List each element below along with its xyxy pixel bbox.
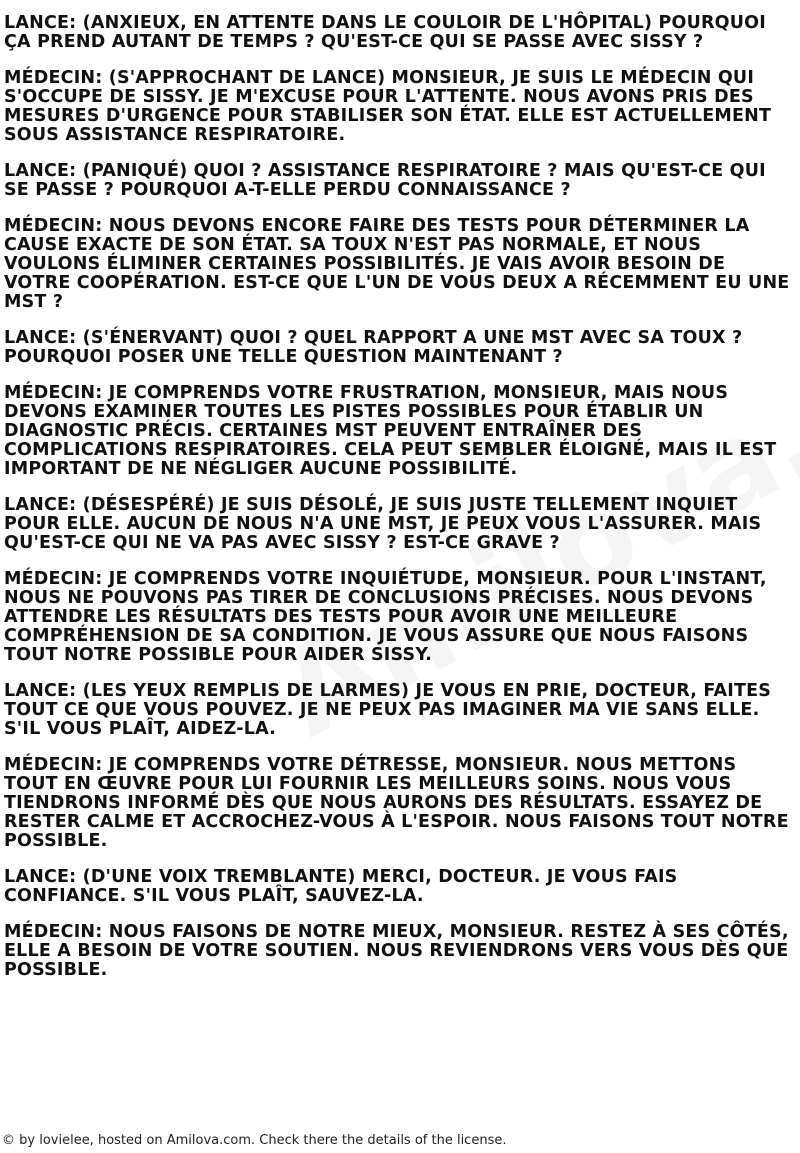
dialogue-text — [4, 14, 794, 997]
dialogue-line-medecin-4: MÉDECIN: JE COMPRENDS VOTRE INQUIÉTUDE, MONSIEUR. POUR L'INSTANT, NOUS NE POUVONS PAS TIRER DE CONCLUSIONS PRÉCISES. NOUS DEVONS ATTENDRE LES RÉSULTATS DES TESTS POUR AVOIR UNE MEILLEURE COMPRÉHENSION DE SA CONDITION. JE VOUS ASSURE QUE NOUS FAISONS TOUT NOTRE POSSIBLE POUR AIDER SISSY. — [4, 569, 767, 665]
dialogue-line-lance-4: LANCE: (DÉSESPÉRÉ) JE SUIS DÉSOLÉ, JE SUIS JUSTE TELLEMENT INQUIET POUR ELLE. AUCUN DE NOUS N'A UNE MST, JE PEUX VOUS L'ASSURER. MAIS QU'EST-CE QUI NE VA PAS AVEC SISSY ? EST-CE GRAVE ? — [4, 495, 762, 553]
dialogue-line-lance-5: LANCE: (LES YEUX REMPLIS DE LARMES) JE VOUS EN PRIE, DOCTEUR, FAITES TOUT CE QUE VOUS POUVEZ. JE NE PEUX PAS IMAGINER MA VIE SANS ELLE. S'IL VOUS PLAÎT, AIDEZ-LA. — [4, 681, 772, 739]
dialogue-line-medecin-6: MÉDECIN: NOUS FAISONS DE NOTRE MIEUX, MONSIEUR. RESTEZ À SES CÔTÉS, ELLE A BESOIN DE VOTRE SOUTIEN. NOUS REVIENDRONS VERS VOUS DÈS QUE POSSIBLE. — [4, 922, 789, 980]
dialogue-line-lance-6: LANCE: (D'UNE VOIX TREMBLANTE) MERCI, DOCTEUR. JE VOUS FAIS CONFIANCE. S'IL VOUS PLAÎT, SAUVEZ-LA. — [4, 867, 678, 906]
license-footer: © by lovielee, hosted on Amilova.com. Check there the details of the license. — [2, 1133, 507, 1148]
dialogue-line-medecin-5: MÉDECIN: JE COMPRENDS VOTRE DÉTRESSE, MONSIEUR. NOUS METTONS TOUT EN ŒUVRE POUR LUI FOURNIR LES MEILLEURS SOINS. NOUS VOUS TIENDRONS INFORMÉ DÈS QUE NOUS AURONS DES RÉSULTATS. ESSAYEZ DE RESTER CALME ET ACCROCHEZ-VOUS À L'ESPOIR. NOUS FAISONS TOUT NOTRE POSSIBLE. — [4, 755, 789, 851]
dialogue-line-medecin-2: MÉDECIN: NOUS DEVONS ENCORE FAIRE DES TESTS POUR DÉTERMINER LA CAUSE EXACTE DE SON ÉTAT. SA TOUX N'EST PAS NORMALE, ET NOUS VOULONS ÉLIMINER CERTAINES POSSIBILITÉS. JE VAIS AVOIR BESOIN DE VOTRE COOPÉRATION. EST-CE QUE L'UN DE VOUS DEUX A RÉCEMMENT EU UNE MST ? — [4, 216, 790, 312]
dialogue-line-medecin-3: MÉDECIN: JE COMPRENDS VOTRE FRUSTRATION, MONSIEUR, MAIS NOUS DEVONS EXAMINER TOUTES LES PISTES POSSIBLES POUR ÉTABLIR UN DIAGNOSTIC PRÉCIS. CERTAINES MST PEUVENT ENTRAÎNER DES COMPLICATIONS RESPIRATOIRES. CELA PEUT SEMBLER ÉLOIGNÉ, MAIS IL EST IMPORTANT DE NE NÉGLIGER AUCUNE POSSIBILITÉ. — [4, 383, 777, 479]
dialogue-line-lance-1: LANCE: (ANXIEUX, EN ATTENTE DANS LE COULOIR DE L'HÔPITAL) POURQUOI ÇA PREND AUTANT DE TEMPS ? QU'EST-CE QUI SE PASSE AVEC SISSY ? — [4, 13, 766, 52]
dialogue-line-lance-3: LANCE: (S'ÉNERVANT) QUOI ? QUEL RAPPORT A UNE MST AVEC SA TOUX ? POURQUOI POSER UNE TELLE QUESTION MAINTENANT ? — [4, 328, 743, 367]
dialogue-line-medecin-1: MÉDECIN: (S'APPROCHANT DE LANCE) MONSIEUR, JE SUIS LE MÉDECIN QUI S'OCCUPE DE SISSY. JE M'EXCUSE POUR L'ATTENTE. NOUS AVONS PRIS DES MESURES D'URGENCE POUR STABILISER SON ÉTAT. ELLE EST ACTUELLEMENT SOUS ASSISTANCE RESPIRATOIRE. — [4, 68, 772, 145]
dialogue-line-lance-2: LANCE: (PANIQUÉ) QUOI ? ASSISTANCE RESPIRATOIRE ? MAIS QU'EST-CE QUI SE PASSE ? POURQUOI A-T-ELLE PERDU CONNAISSANCE ? — [4, 161, 766, 200]
